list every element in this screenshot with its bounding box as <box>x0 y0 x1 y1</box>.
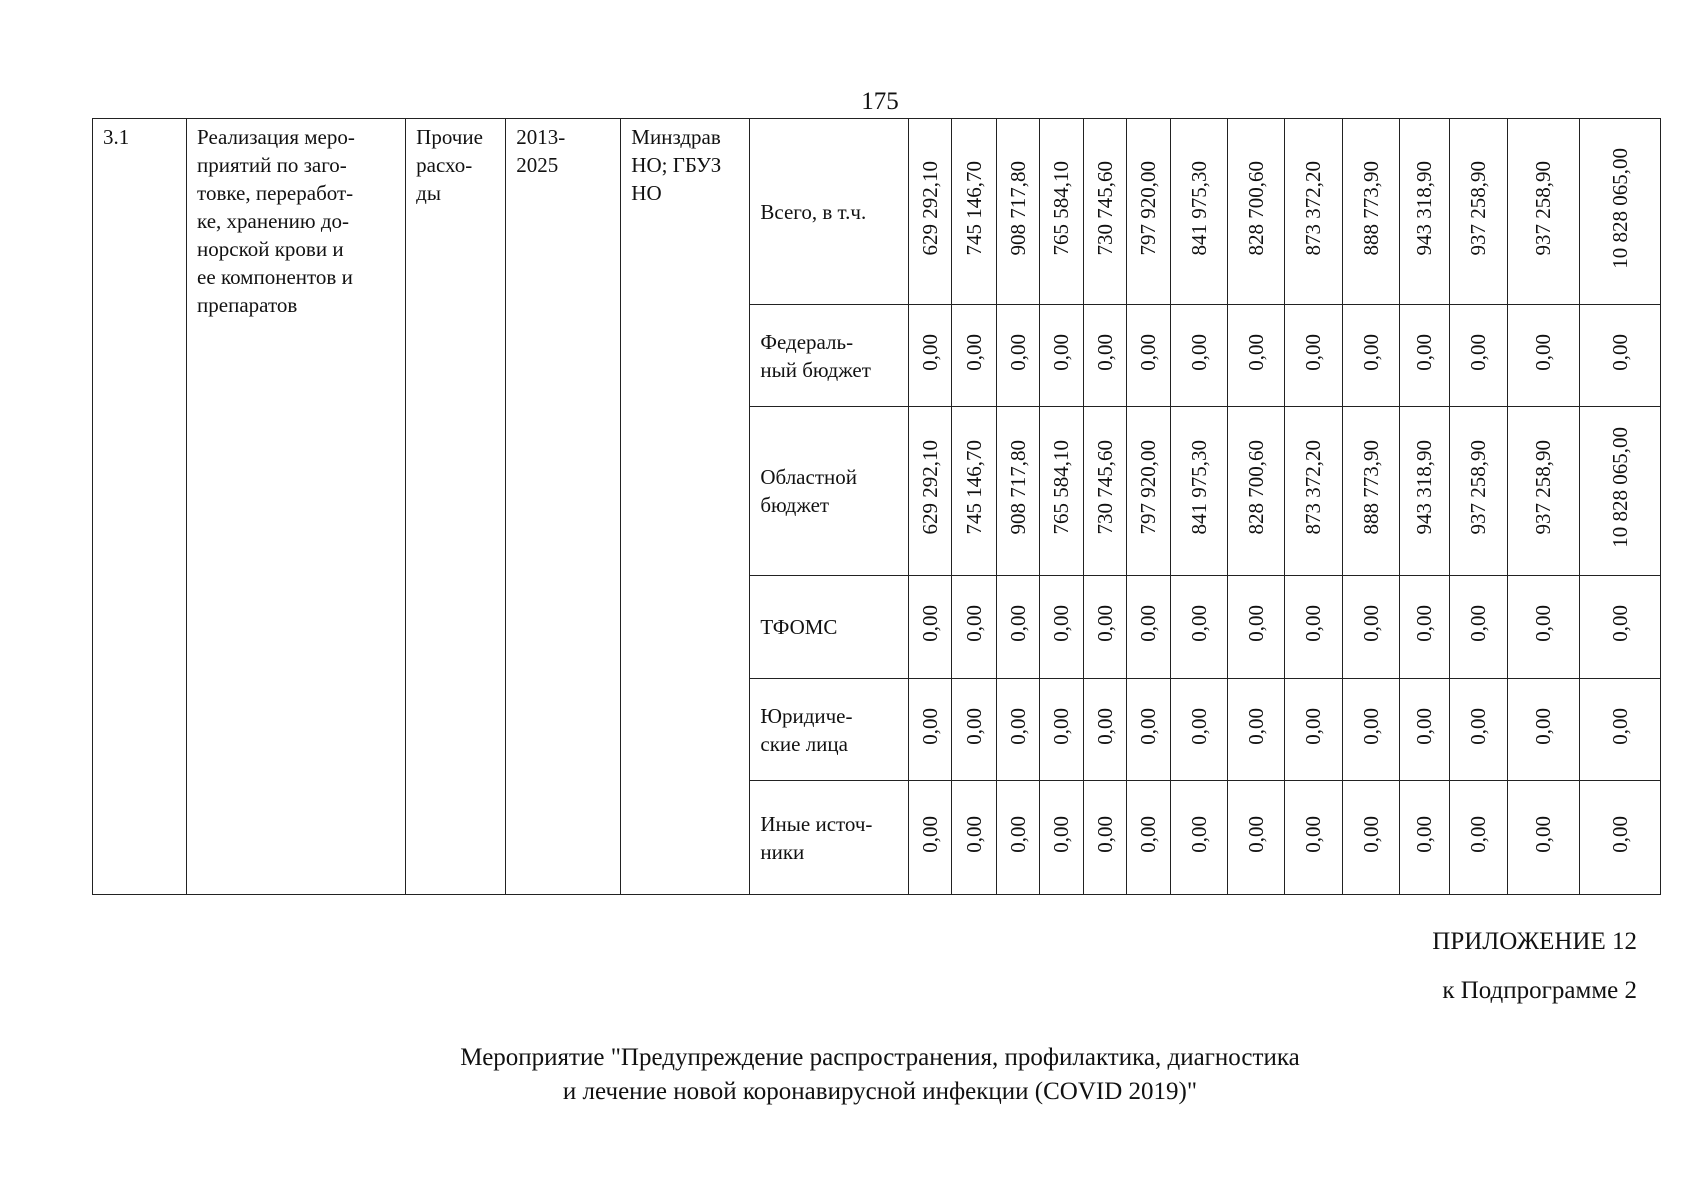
funding-source-label <box>750 119 909 305</box>
value-text: 0,00 <box>1607 707 1632 745</box>
value-text: 765 584,10 <box>1049 160 1074 256</box>
year-value-cell <box>1227 407 1284 576</box>
value-text: 873 372,20 <box>1301 160 1326 256</box>
value-text: 0,00 <box>1358 605 1383 642</box>
year-value-cell <box>1399 119 1449 305</box>
value-text: 0,00 <box>1412 333 1437 371</box>
year-value-cell <box>1399 781 1449 895</box>
year-value-cell <box>1039 407 1083 576</box>
value-text: 0,00 <box>1005 333 1030 371</box>
value-text: 0,00 <box>1301 605 1326 642</box>
year-value-cell <box>1342 305 1399 407</box>
year-value-cell <box>1126 119 1170 305</box>
measure-title <box>0 1041 1697 1109</box>
measure-name-cell <box>187 119 406 895</box>
value-text: 937 258,90 <box>1531 160 1556 256</box>
value-text: 0,00 <box>1005 605 1030 642</box>
year-value-cell <box>1083 679 1126 781</box>
value-text: 0,00 <box>961 333 986 371</box>
year-value-cell <box>1170 781 1227 895</box>
value-text: 0,00 <box>961 815 986 853</box>
year-value-cell <box>1342 781 1399 895</box>
value-text: 0,00 <box>1531 333 1556 371</box>
total-value-cell <box>1579 407 1660 576</box>
cell-text-line: ее компонентов и <box>197 265 353 289</box>
value-text: 0,00 <box>1186 707 1211 745</box>
year-value-cell <box>996 119 1039 305</box>
value-text: 0,00 <box>1092 605 1117 642</box>
value-text: 0,00 <box>1243 707 1268 745</box>
total-value-cell <box>1579 781 1660 895</box>
measure-title-line: и лечение новой коронавирусной инфекции (COVID 2019)" <box>562 1078 1198 1105</box>
year-value-cell <box>1083 119 1126 305</box>
year-value-cell <box>952 407 996 576</box>
year-value-cell <box>1227 781 1284 895</box>
year-value-cell <box>952 305 996 407</box>
executor-cell <box>621 119 750 895</box>
year-value-cell <box>909 679 952 781</box>
cell-text-line: Реализация меро- <box>197 125 355 149</box>
value-text: 0,00 <box>1607 605 1632 642</box>
year-value-cell <box>1170 119 1227 305</box>
value-text: 0,00 <box>1049 333 1074 371</box>
year-value-cell <box>996 781 1039 895</box>
funding-source-line: ские лица <box>760 731 848 756</box>
year-value-cell <box>952 679 996 781</box>
value-text: 0,00 <box>918 333 943 371</box>
value-text: 908 717,80 <box>1005 440 1030 535</box>
value-text: 0,00 <box>1301 815 1326 853</box>
value-text: 10 828 065,00 <box>1607 427 1632 548</box>
cell-text-line: товке, переработ- <box>197 181 354 205</box>
value-text: 828 700,60 <box>1243 440 1268 535</box>
annex-subtitle: к Подпрограмме 2 <box>1442 977 1637 1004</box>
value-text: 0,00 <box>1531 605 1556 642</box>
year-value-cell <box>1507 119 1579 305</box>
year-value-cell <box>996 407 1039 576</box>
year-value-cell <box>1284 576 1342 679</box>
value-text: 888 773,90 <box>1358 160 1383 256</box>
value-text: 0,00 <box>918 605 943 642</box>
value-text: 629 292,10 <box>918 160 943 256</box>
annex-title: ПРИЛОЖЕНИЕ 12 <box>1432 928 1637 955</box>
value-text: 0,00 <box>918 707 943 745</box>
year-value-cell <box>952 119 996 305</box>
value-text: 10 828 065,00 <box>1607 147 1632 269</box>
value-text: 0,00 <box>1466 707 1491 745</box>
value-text: 0,00 <box>1243 815 1268 853</box>
year-value-cell <box>1170 576 1227 679</box>
year-value-cell <box>1449 576 1507 679</box>
value-text: 0,00 <box>1466 815 1491 853</box>
value-text: 828 700,60 <box>1243 160 1268 256</box>
value-text: 0,00 <box>1005 815 1030 853</box>
value-text: 943 318,90 <box>1412 160 1437 256</box>
year-value-cell <box>909 305 952 407</box>
funding-source-line: Иные источ- <box>760 811 873 836</box>
year-value-cell <box>1284 781 1342 895</box>
year-value-cell <box>1342 576 1399 679</box>
funding-source-line: Областной <box>760 465 857 489</box>
year-value-cell <box>1039 305 1083 407</box>
value-text: 873 372,20 <box>1301 440 1326 535</box>
value-text: 0,00 <box>1186 605 1211 642</box>
budget-table-body <box>93 119 1661 895</box>
value-text: 841 975,30 <box>1186 160 1211 256</box>
row-number-cell: 3.1 <box>93 119 187 895</box>
value-text: 797 920,00 <box>1136 440 1161 535</box>
year-value-cell <box>1083 576 1126 679</box>
value-text: 765 584,10 <box>1049 440 1074 535</box>
year-value-cell <box>1227 576 1284 679</box>
funding-source-label <box>750 679 909 781</box>
year-value-cell <box>909 119 952 305</box>
year-value-cell <box>1507 407 1579 576</box>
year-value-cell <box>1039 119 1083 305</box>
value-text: 0,00 <box>1243 333 1268 371</box>
cell-text-line: норской крови и <box>197 237 344 261</box>
year-value-cell <box>952 576 996 679</box>
value-text: 730 745,60 <box>1092 160 1117 256</box>
year-value-cell <box>1342 679 1399 781</box>
year-value-cell <box>1170 679 1227 781</box>
year-value-cell <box>1284 305 1342 407</box>
cell-text-line: НО <box>631 181 662 205</box>
year-value-cell <box>1449 305 1507 407</box>
year-value-cell <box>1399 407 1449 576</box>
year-value-cell <box>1284 679 1342 781</box>
year-value-cell <box>1083 407 1126 576</box>
year-value-cell <box>1083 305 1126 407</box>
year-value-cell <box>909 781 952 895</box>
cell-text-line: препаратов <box>197 293 298 317</box>
year-value-cell <box>1399 679 1449 781</box>
value-text: 0,00 <box>961 707 986 745</box>
year-value-cell <box>996 305 1039 407</box>
year-value-cell <box>1507 305 1579 407</box>
funding-source-line: ный бюджет <box>760 357 871 382</box>
value-text: 937 258,90 <box>1466 160 1491 256</box>
value-text: 797 920,00 <box>1136 160 1161 256</box>
value-text: 0,00 <box>1301 333 1326 371</box>
table-row <box>93 119 1661 305</box>
cell-text-line: 2025 <box>516 153 559 177</box>
cell-text-line: Прочие <box>416 125 483 149</box>
funding-source-label <box>750 305 909 407</box>
cell-text-line: ды <box>416 181 441 205</box>
value-text: 0,00 <box>1412 605 1437 642</box>
total-value-cell <box>1579 119 1660 305</box>
value-text: 0,00 <box>1301 707 1326 745</box>
funding-source-line: Юридиче- <box>760 703 853 728</box>
year-value-cell <box>1284 119 1342 305</box>
value-text: 745 146,70 <box>961 440 986 535</box>
year-value-cell <box>1126 576 1170 679</box>
year-value-cell <box>996 576 1039 679</box>
value-text: 0,00 <box>1358 333 1383 371</box>
value-text: 0,00 <box>1186 333 1211 371</box>
value-text: 0,00 <box>1243 605 1268 642</box>
value-text: 0,00 <box>1049 815 1074 853</box>
value-text: 937 258,90 <box>1531 440 1556 535</box>
funding-source-line: бюджет <box>760 493 830 517</box>
year-value-cell <box>1227 119 1284 305</box>
value-text: 0,00 <box>1092 333 1117 371</box>
value-text: 0,00 <box>1531 707 1556 745</box>
value-text: 0,00 <box>1412 815 1437 853</box>
value-text: 0,00 <box>1531 815 1556 853</box>
funding-source-line: Федераль- <box>760 329 854 354</box>
cell-text-line: Минздрав <box>631 125 721 149</box>
value-text: 0,00 <box>1412 707 1437 745</box>
budget-table <box>92 118 1661 895</box>
year-value-cell <box>1507 576 1579 679</box>
year-value-cell <box>1126 407 1170 576</box>
measure-title-line: Мероприятие "Предупреждение распространения, профилактика, диагностика <box>460 1044 1300 1071</box>
year-value-cell <box>1449 407 1507 576</box>
value-text: 888 773,90 <box>1358 440 1383 535</box>
year-value-cell <box>1039 781 1083 895</box>
year-value-cell <box>1227 679 1284 781</box>
expense-category-cell <box>406 119 506 895</box>
year-value-cell <box>909 407 952 576</box>
value-text: 0,00 <box>1049 605 1074 642</box>
value-text: 908 717,80 <box>1005 160 1030 256</box>
year-value-cell <box>1284 407 1342 576</box>
cell-text-line: НО; ГБУЗ <box>631 153 722 177</box>
funding-source-label <box>750 576 909 679</box>
value-text: 0,00 <box>1466 333 1491 371</box>
cell-text-line: расхо- <box>416 153 473 177</box>
year-value-cell <box>952 781 996 895</box>
funding-source-label <box>750 407 909 576</box>
value-text: 0,00 <box>1136 605 1161 642</box>
year-value-cell <box>1399 305 1449 407</box>
total-value-cell <box>1579 305 1660 407</box>
year-value-cell <box>1126 679 1170 781</box>
year-value-cell <box>1039 679 1083 781</box>
value-text: 0,00 <box>1466 605 1491 642</box>
year-value-cell <box>1342 119 1399 305</box>
page-number: 175 <box>861 88 899 115</box>
year-value-cell <box>1170 407 1227 576</box>
funding-source-line: ТФОМС <box>760 615 838 639</box>
year-value-cell <box>996 679 1039 781</box>
value-text: 0,00 <box>1136 815 1161 853</box>
value-text: 0,00 <box>1049 707 1074 745</box>
value-text: 937 258,90 <box>1466 440 1491 535</box>
value-text: 0,00 <box>1092 815 1117 853</box>
value-text: 745 146,70 <box>961 160 986 256</box>
year-value-cell <box>1126 305 1170 407</box>
value-text: 0,00 <box>1358 815 1383 853</box>
value-text: 0,00 <box>1607 815 1632 853</box>
year-value-cell <box>1449 119 1507 305</box>
year-value-cell <box>1227 305 1284 407</box>
year-value-cell <box>1039 576 1083 679</box>
value-text: 841 975,30 <box>1186 440 1211 535</box>
year-value-cell <box>1342 407 1399 576</box>
year-value-cell <box>1083 781 1126 895</box>
total-value-cell <box>1579 576 1660 679</box>
year-value-cell <box>1126 781 1170 895</box>
cell-text-line: 2013- <box>516 125 566 149</box>
value-text: 629 292,10 <box>918 440 943 535</box>
period-cell <box>506 119 621 895</box>
value-text: 943 318,90 <box>1412 440 1437 535</box>
value-text: 0,00 <box>1136 333 1161 371</box>
value-text: 0,00 <box>1186 815 1211 853</box>
value-text: 730 745,60 <box>1092 440 1117 535</box>
value-text: 0,00 <box>1136 707 1161 745</box>
value-text: 0,00 <box>1005 707 1030 745</box>
funding-source-line: Всего, в т.ч. <box>760 199 867 224</box>
funding-source-label <box>750 781 909 895</box>
total-value-cell <box>1579 679 1660 781</box>
year-value-cell <box>1399 576 1449 679</box>
year-value-cell <box>1449 781 1507 895</box>
year-value-cell <box>909 576 952 679</box>
funding-source-line: ники <box>760 839 805 864</box>
value-text: 0,00 <box>918 815 943 853</box>
value-text: 0,00 <box>1358 707 1383 745</box>
year-value-cell <box>1507 781 1579 895</box>
cell-text-line: приятий по заго- <box>197 153 347 177</box>
cell-text-line: ке, хранению до- <box>197 209 350 233</box>
value-text: 0,00 <box>1092 707 1117 745</box>
value-text: 0,00 <box>1607 333 1632 371</box>
year-value-cell <box>1449 679 1507 781</box>
value-text: 0,00 <box>961 605 986 642</box>
year-value-cell <box>1507 679 1579 781</box>
year-value-cell <box>1170 305 1227 407</box>
